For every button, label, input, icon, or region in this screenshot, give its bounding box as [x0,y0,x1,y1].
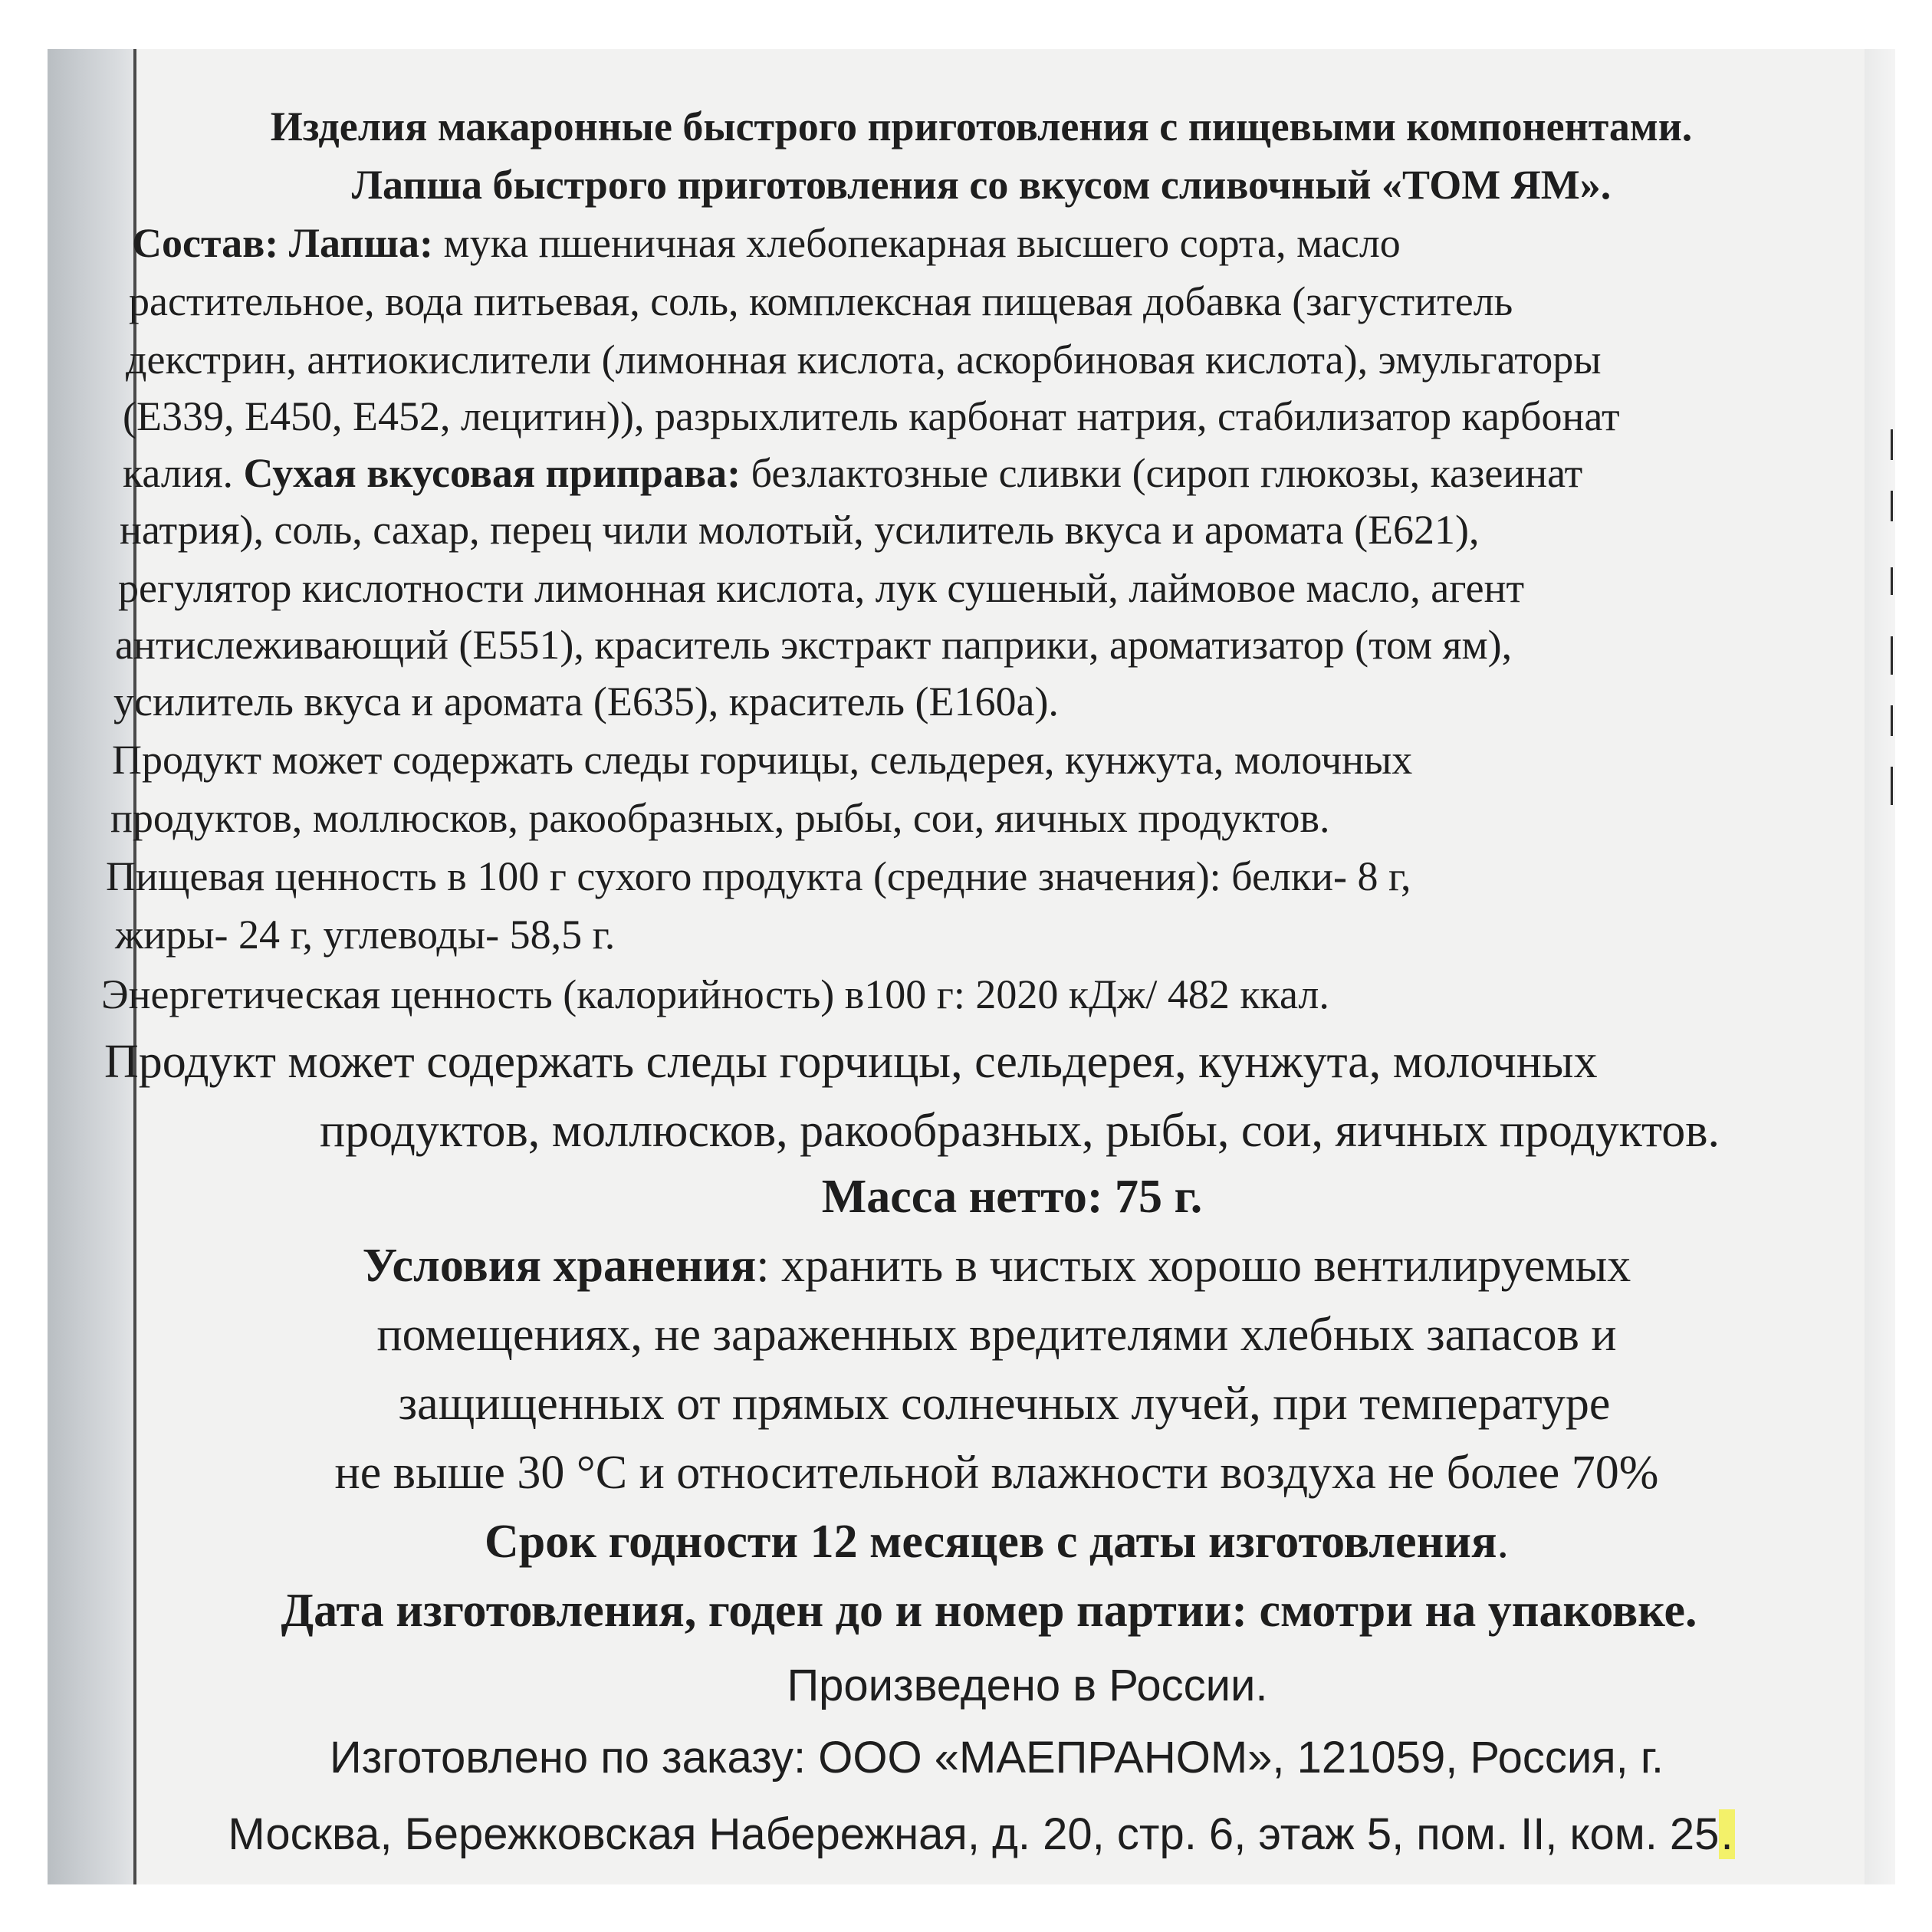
composition-line-6: натрия), соль, сахар, перец чили молотый, усилитель вкуса и аромата (Е621), [120,507,1480,553]
composition-line-9: усилитель вкуса и аромата (Е635), краситель (Е160а). [113,678,1059,724]
composition-line-8: антислеживающий (Е551), краситель экстракт паприки, ароматизатор (том ям), [115,622,1513,668]
allergens-large-line-1: Продукт может содержать следы горчицы, сельдерея, кунжута, молочных [104,1036,1598,1088]
composition-line-4: (Е339, Е450, Е452, лецитин)), разрыхлитель карбонат натрия, стабилизатор карбонат [123,393,1620,439]
storage-line-2: помещениях, не зараженных вредителями хлебных запасов и [376,1309,1617,1361]
allergens-small-line-2: продуктов, моллюсков, ракообразных, рыбы, сои, яичных продуктов. [110,795,1330,841]
manufacturer-line-1: Изготовлено по заказу: ООО «МАЕПРАНОМ», 121059, Россия, г. [329,1733,1664,1783]
manufacturer-line-2: Москва, Бережковская Набережная, д. 20, стр. 6, этаж 5, пом. II, ком. 25. [228,1809,1733,1859]
shelf-life: Срок годности 12 месяцев с даты изготовления. [485,1516,1509,1568]
origin: Произведено в России. [787,1661,1268,1710]
allergens-small-line-1: Продукт может содержать следы горчицы, сельдерея, кунжута, молочных [112,737,1413,783]
composition-line-3: декстрин, антиокислители (лимонная кислота, аскорбиновая кислота), эмульгаторы [126,337,1602,383]
composition-line-1: Состав: Лапша: мука пшеничная хлебопекарная высшего сорта, масло [132,220,1401,266]
energy-value: Энергетическая ценность (калорийность) в100 г: 2020 кДж/ 482 ккал. [101,971,1329,1017]
composition-line-5: калия. Сухая вкусовая приправа: безлактозные сливки (сироп глюкозы, казеинат [123,450,1583,496]
storage-line-4: не выше 30 °С и относительной влажности воздуха не более 70% [334,1447,1659,1499]
title-line-2: Лапша быстрого приготовления со вкусом сливочный «ТОМ ЯМ». [351,162,1612,208]
storage-line-3: защищенных от прямых солнечных лучей, при температуре [398,1378,1611,1430]
edge-marks [1888,429,1897,813]
storage-line-1: Условия хранения: хранить в чистых хорошо вентилируемых [362,1240,1631,1292]
seasoning-heading: Сухая вкусовая приправа: [243,450,741,496]
composition-line-7: регулятор кислотности лимонная кислота, лук сушеный, лаймовое масло, агент [118,565,1525,611]
nutrition-line-1: Пищевая ценность в 100 г сухого продукта (средние значения): белки- 8 г, [106,853,1411,899]
composition-line-2: растительное, вода питьевая, соль, комплексная пищевая добавка (загуститель [129,278,1513,324]
net-mass: Масса нетто: 75 г. [821,1171,1203,1223]
storage-heading: Условия хранения [362,1240,757,1292]
title-line-1: Изделия макаронные быстрого приготовления с пищевыми компонентами. [270,104,1693,150]
date-info: Дата изготовления, годен до и номер партии: смотри на упаковке. [281,1585,1697,1637]
nutrition-line-2: жиры- 24 г, углеводы- 58,5 г. [115,912,616,958]
highlight-mark: . [1720,1809,1733,1859]
allergens-large-line-2: продуктов, моллюсков, ракообразных, рыбы, сои, яичных продуктов. [319,1105,1720,1157]
composition-heading: Состав: Лапша: [132,220,434,266]
